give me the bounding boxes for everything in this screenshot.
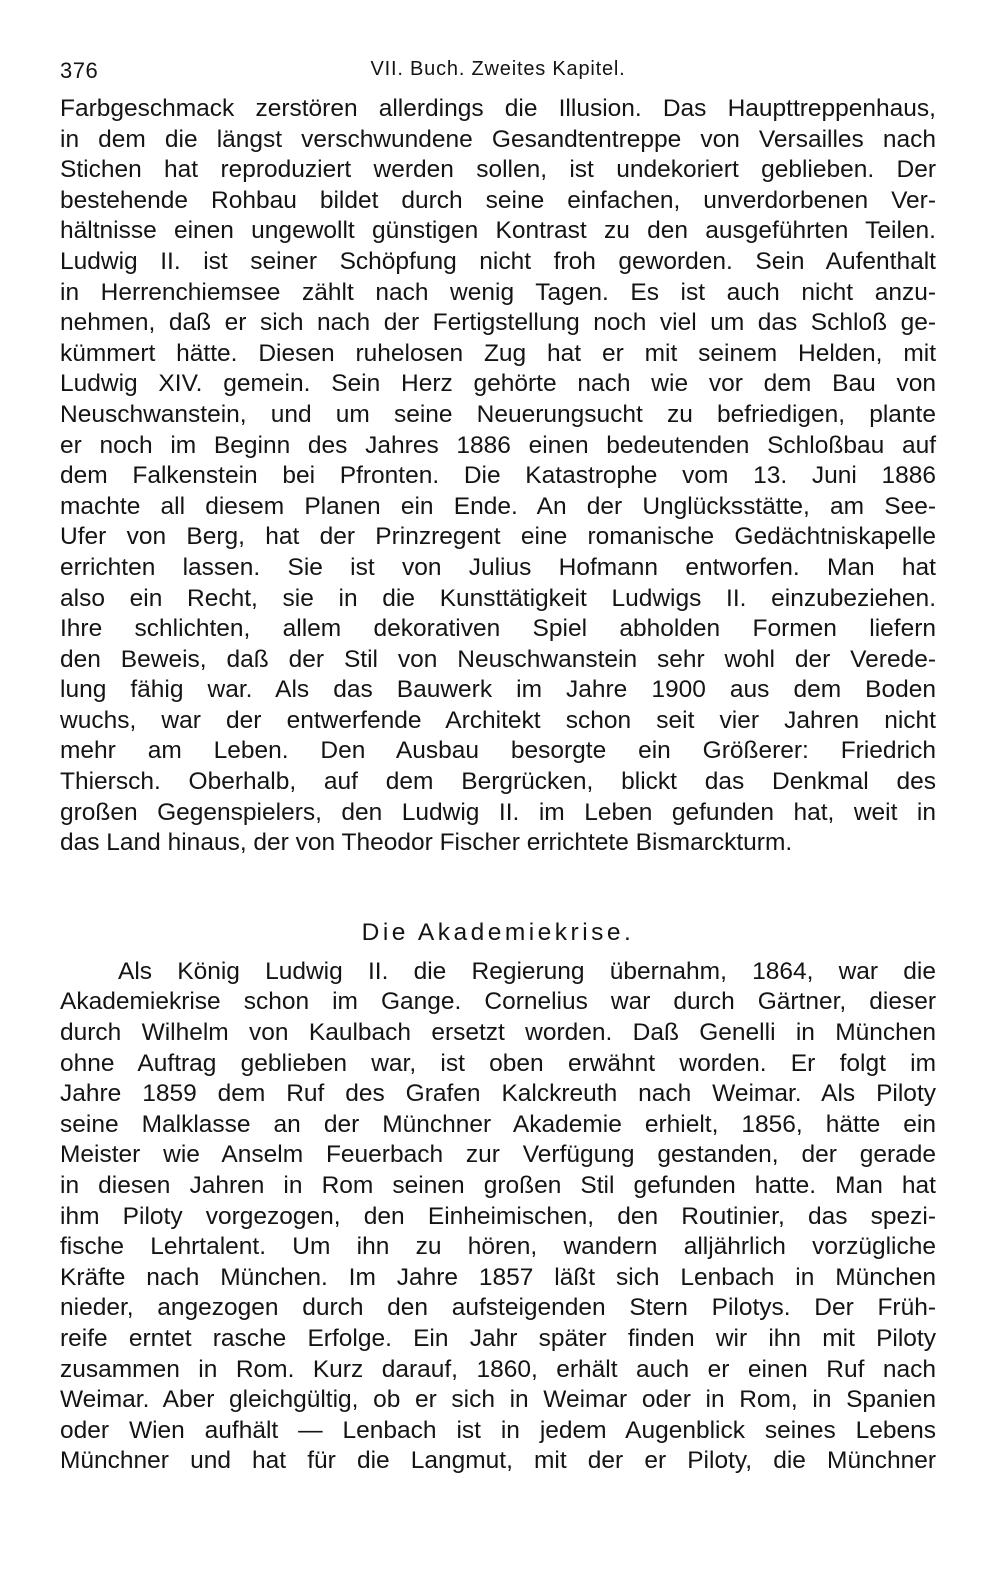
- text-line: Münchner und hat für die Langmut, mit der er Piloty, die Münchner: [60, 1447, 936, 1475]
- text-line: zusammen in Rom. Kurz darauf, 1860, erhält auch er einen Ruf nach: [60, 1355, 936, 1383]
- page-number: 376: [60, 58, 99, 83]
- text-line: fische Lehrtalent. Um ihn zu hören, wandern alljährlich vorzügliche: [60, 1233, 936, 1261]
- text-line: Ludwig XIV. gemein. Sein Herz gehörte nach wie vor dem Bau von: [60, 370, 936, 398]
- text-line: Weimar. Aber gleichgültig, ob er sich in Weimar oder in Rom, in Spanien: [60, 1386, 936, 1414]
- text-line: dem Falkenstein bei Pfronten. Die Katastrophe vom 13. Juni 1886: [60, 462, 936, 490]
- text-line: großen Gegenspielers, den Ludwig II. im Leben gefunden hat, weit in: [60, 798, 936, 826]
- text-line: also ein Recht, sie in die Kunsttätigkeit Ludwigs II. einzubeziehen.: [60, 584, 936, 612]
- text-line: oder Wien aufhält — Lenbach ist in jedem Augenblick seines Lebens: [60, 1416, 936, 1444]
- text-line: kümmert hätte. Diesen ruhelosen Zug hat er mit seinem Helden, mit: [60, 339, 936, 367]
- text-line: Ufer von Berg, hat der Prinzregent eine romanische Gedächtniskapelle: [60, 523, 936, 551]
- text-line: seine Malklasse an der Münchner Akademie erhielt, 1856, hätte ein: [60, 1110, 936, 1138]
- text-line: Akademiekrise schon im Gange. Cornelius war durch Gärtner, dieser: [60, 988, 936, 1016]
- text-line: reife erntet rasche Erfolge. Ein Jahr später finden wir ihn mit Piloty: [60, 1324, 936, 1352]
- text-line: ohne Auftrag geblieben war, ist oben erwähnt worden. Er folgt im: [60, 1049, 936, 1077]
- text-line: in dem die längst verschwundene Gesandtentreppe von Versailles nach: [60, 125, 936, 153]
- text-line: Neuschwanstein, und um seine Neuerungsucht zu befriedigen, plante: [60, 400, 936, 428]
- text-line: nieder, angezogen durch den aufsteigenden Stern Pilotys. Der Früh-: [60, 1294, 936, 1322]
- text-line: bestehende Rohbau bildet durch seine einfachen, unverdorbenen Ver-: [60, 186, 936, 214]
- text-line: durch Wilhelm von Kaulbach ersetzt worden. Daß Genelli in München: [60, 1019, 936, 1047]
- text-line: Meister wie Anselm Feuerbach zur Verfügung gestanden, der gerade: [60, 1141, 936, 1169]
- text-line: machte all diesem Planen ein Ende. An der Unglücksstätte, am See-: [60, 492, 936, 520]
- text-line: ihm Piloty vorgezogen, den Einheimischen, den Routinier, das spezi-: [60, 1202, 936, 1230]
- text-line: Farbgeschmack zerstören allerdings die Illusion. Das Haupttreppenhaus,: [60, 95, 936, 122]
- text-line: in diesen Jahren in Rom seinen großen Stil gefunden hatte. Man hat: [60, 1172, 936, 1199]
- paragraph-akademiekrise: [60, 957, 936, 1477]
- running-head: VII. Buch. Zweites Kapitel.: [370, 58, 626, 80]
- paragraph-akademie-intro: [60, 94, 936, 859]
- section-spacer: [60, 859, 936, 917]
- text-line: Thiersch. Oberhalb, auf dem Bergrücken, blickt das Denkmal des: [60, 768, 936, 796]
- text-line: das Land hinaus, der von Theodor Fischer errichtete Bismarckturm.: [60, 829, 793, 857]
- page-header: [60, 58, 936, 94]
- text-line: den Beweis, daß der Stil von Neuschwanstein sehr wohl der Verede-: [60, 645, 936, 673]
- section-heading: Die Akademiekrise.: [361, 918, 635, 946]
- text-line: nehmen, daß er sich nach der Fertigstellung noch viel um das Schloß ge-: [60, 309, 936, 337]
- text-line: Ludwig II. ist seiner Schöpfung nicht froh geworden. Sein Aufenthalt: [60, 247, 936, 275]
- text-line: mehr am Leben. Den Ausbau besorgte ein Größerer: Friedrich: [60, 737, 936, 765]
- text-line: Jahre 1859 dem Ruf des Grafen Kalckreuth nach Weimar. Als Piloty: [60, 1080, 936, 1108]
- text-line: er noch im Beginn des Jahres 1886 einen bedeutenden Schloßbau auf: [60, 431, 936, 459]
- text-line: lung fähig war. Als das Bauwerk im Jahre 1900 aus dem Boden: [60, 676, 936, 704]
- text-line: errichten lassen. Sie ist von Julius Hofmann entworfen. Man hat: [60, 553, 936, 581]
- text-line: Ihre schlichten, allem dekorativen Spiel abholden Formen liefern: [60, 615, 936, 643]
- text-line: Als König Ludwig II. die Regierung übernahm, 1864, war die: [118, 957, 936, 985]
- text-line: Kräfte nach München. Im Jahre 1857 läßt sich Lenbach in München: [60, 1263, 936, 1291]
- book-page: [60, 58, 936, 1477]
- text-line: in Herrenchiemsee zählt nach wenig Tagen. Es ist auch nicht anzu-: [60, 278, 936, 306]
- text-line: Stichen hat reproduziert werden sollen, ist undekoriert geblieben. Der: [60, 156, 936, 184]
- text-line: wuchs, war der entwerfende Architekt schon seit vier Jahren nicht: [60, 706, 936, 734]
- text-line: hältnisse einen ungewollt günstigen Kontrast zu den ausgeführten Teilen.: [60, 217, 936, 245]
